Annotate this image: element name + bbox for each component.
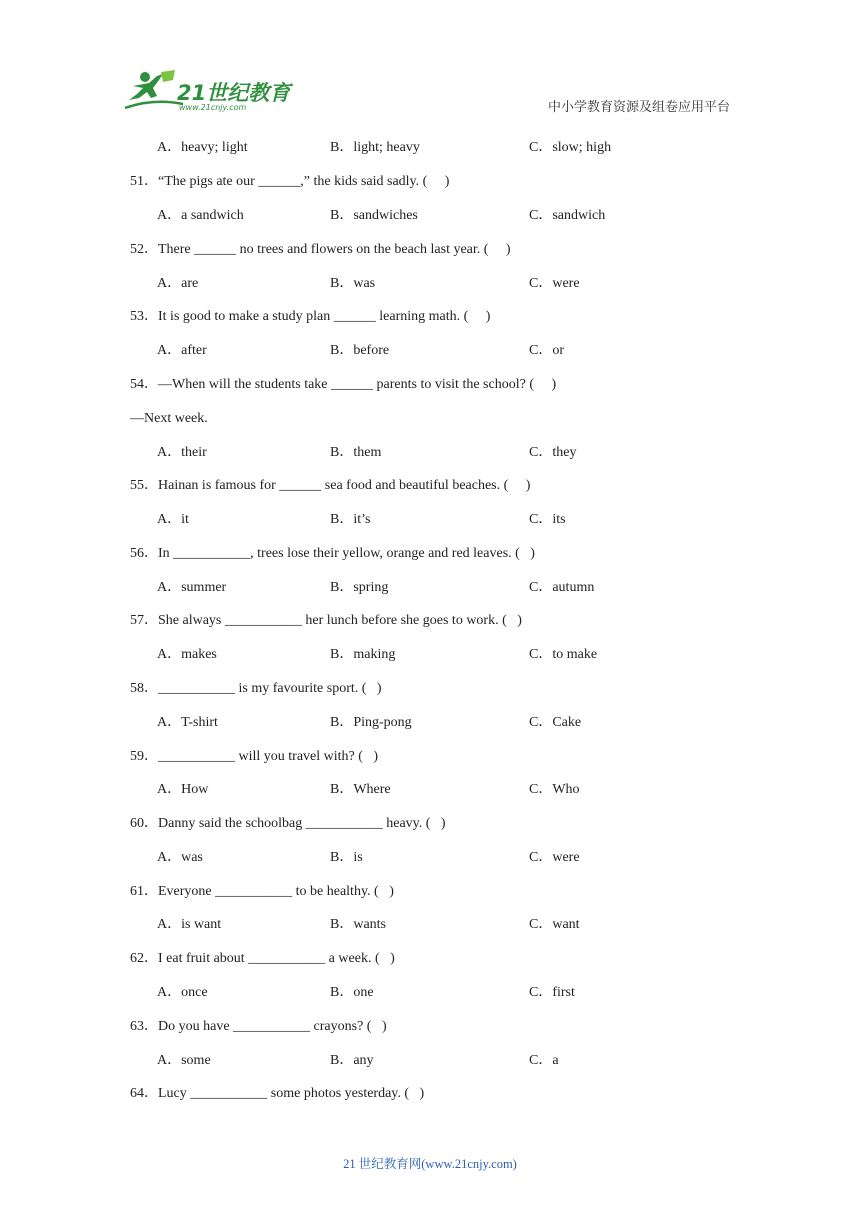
option-c: C．sandwich bbox=[529, 208, 606, 223]
option-c: C．first bbox=[529, 985, 575, 1000]
option-b: B．Where bbox=[330, 782, 391, 797]
option-a: A．it bbox=[157, 512, 189, 527]
logo bbox=[123, 68, 293, 116]
option-b: B．wants bbox=[330, 917, 386, 932]
option-c: C．want bbox=[529, 917, 580, 932]
question-stem: 60．Danny said the schoolbag ___________ heavy. ( ) bbox=[130, 816, 446, 831]
option-c: C．were bbox=[529, 276, 580, 291]
option-c: C．Cake bbox=[529, 715, 582, 730]
option-c: C．to make bbox=[529, 647, 598, 662]
question-stem: 54．—When will the students take ______ parents to visit the school? ( ) bbox=[130, 377, 557, 392]
option-c: C．Who bbox=[529, 782, 580, 797]
question-stem: 64．Lucy ___________ some photos yesterday. ( ) bbox=[130, 1086, 425, 1101]
question-stem: 62．I eat fruit about ___________ a week. ( ) bbox=[130, 951, 395, 966]
option-c: C．they bbox=[529, 445, 577, 460]
option-c: C．were bbox=[529, 850, 580, 865]
question-stem: 59．___________ will you travel with? ( ) bbox=[130, 749, 379, 764]
svg-text:21世纪教育: 21世纪教育 bbox=[177, 81, 291, 105]
option-b: B．is bbox=[330, 850, 363, 865]
question-stem: 57．She always ___________ her lunch before she goes to work. ( ) bbox=[130, 613, 522, 628]
option-b: B．making bbox=[330, 647, 396, 662]
option-a: A．a sandwich bbox=[157, 208, 244, 223]
question-stem: 61．Everyone ___________ to be healthy. ( ) bbox=[130, 884, 394, 899]
option-a: A．makes bbox=[157, 647, 217, 662]
option-a: A．How bbox=[157, 782, 209, 797]
option-b: B．sandwiches bbox=[330, 208, 418, 223]
option-a: A．some bbox=[157, 1053, 211, 1068]
question-stem: 51．“The pigs ate our ______,” the kids said sadly. ( ) bbox=[130, 174, 450, 189]
platform-title: 中小学教育资源及组卷应用平台 bbox=[547, 99, 730, 114]
option-b: B．one bbox=[330, 985, 374, 1000]
option-b: B．was bbox=[330, 276, 376, 291]
question-stem: 63．Do you have ___________ crayons? ( ) bbox=[130, 1019, 387, 1034]
page-header bbox=[0, 0, 860, 125]
option-b: B．it’s bbox=[330, 512, 371, 527]
option-a: A．heavy; light bbox=[157, 140, 248, 155]
option-a: A．was bbox=[157, 850, 203, 865]
option-b: B．spring bbox=[330, 580, 389, 595]
question-answer-line: —Next week. bbox=[130, 411, 208, 426]
option-b: B．them bbox=[330, 445, 382, 460]
option-a: A．after bbox=[157, 343, 207, 358]
option-b: B．before bbox=[330, 343, 390, 358]
option-c: C．autumn bbox=[529, 580, 595, 595]
option-a: A．summer bbox=[157, 580, 227, 595]
runner-logo-icon bbox=[123, 68, 293, 116]
svg-text:www.21cnjy.com: www.21cnjy.com bbox=[179, 103, 247, 112]
option-a: A．are bbox=[157, 276, 199, 291]
option-b: B．light; heavy bbox=[330, 140, 420, 155]
option-c: C．or bbox=[529, 343, 564, 358]
question-stem: 56．In ___________, trees lose their yellow, orange and red leaves. ( ) bbox=[130, 546, 535, 561]
option-a: A．is want bbox=[157, 917, 222, 932]
option-b: B．Ping-pong bbox=[330, 715, 412, 730]
question-stem: 52．There ______ no trees and flowers on the beach last year. ( ) bbox=[130, 242, 511, 257]
option-b: B．any bbox=[330, 1053, 374, 1068]
option-a: A．their bbox=[157, 445, 207, 460]
page-footer: 21 世纪教育网(www.21cnjy.com) bbox=[343, 1157, 517, 1171]
option-c: C．its bbox=[529, 512, 566, 527]
option-c: C．a bbox=[529, 1053, 559, 1068]
option-a: A．once bbox=[157, 985, 208, 1000]
option-a: A．T-shirt bbox=[157, 715, 218, 730]
question-stem: 53．It is good to make a study plan ______ learning math. ( ) bbox=[130, 309, 491, 324]
option-c: C．slow; high bbox=[529, 140, 612, 155]
question-stem: 55．Hainan is famous for ______ sea food and beautiful beaches. ( ) bbox=[130, 478, 531, 493]
question-stem: 58．___________ is my favourite sport. ( ) bbox=[130, 681, 382, 696]
